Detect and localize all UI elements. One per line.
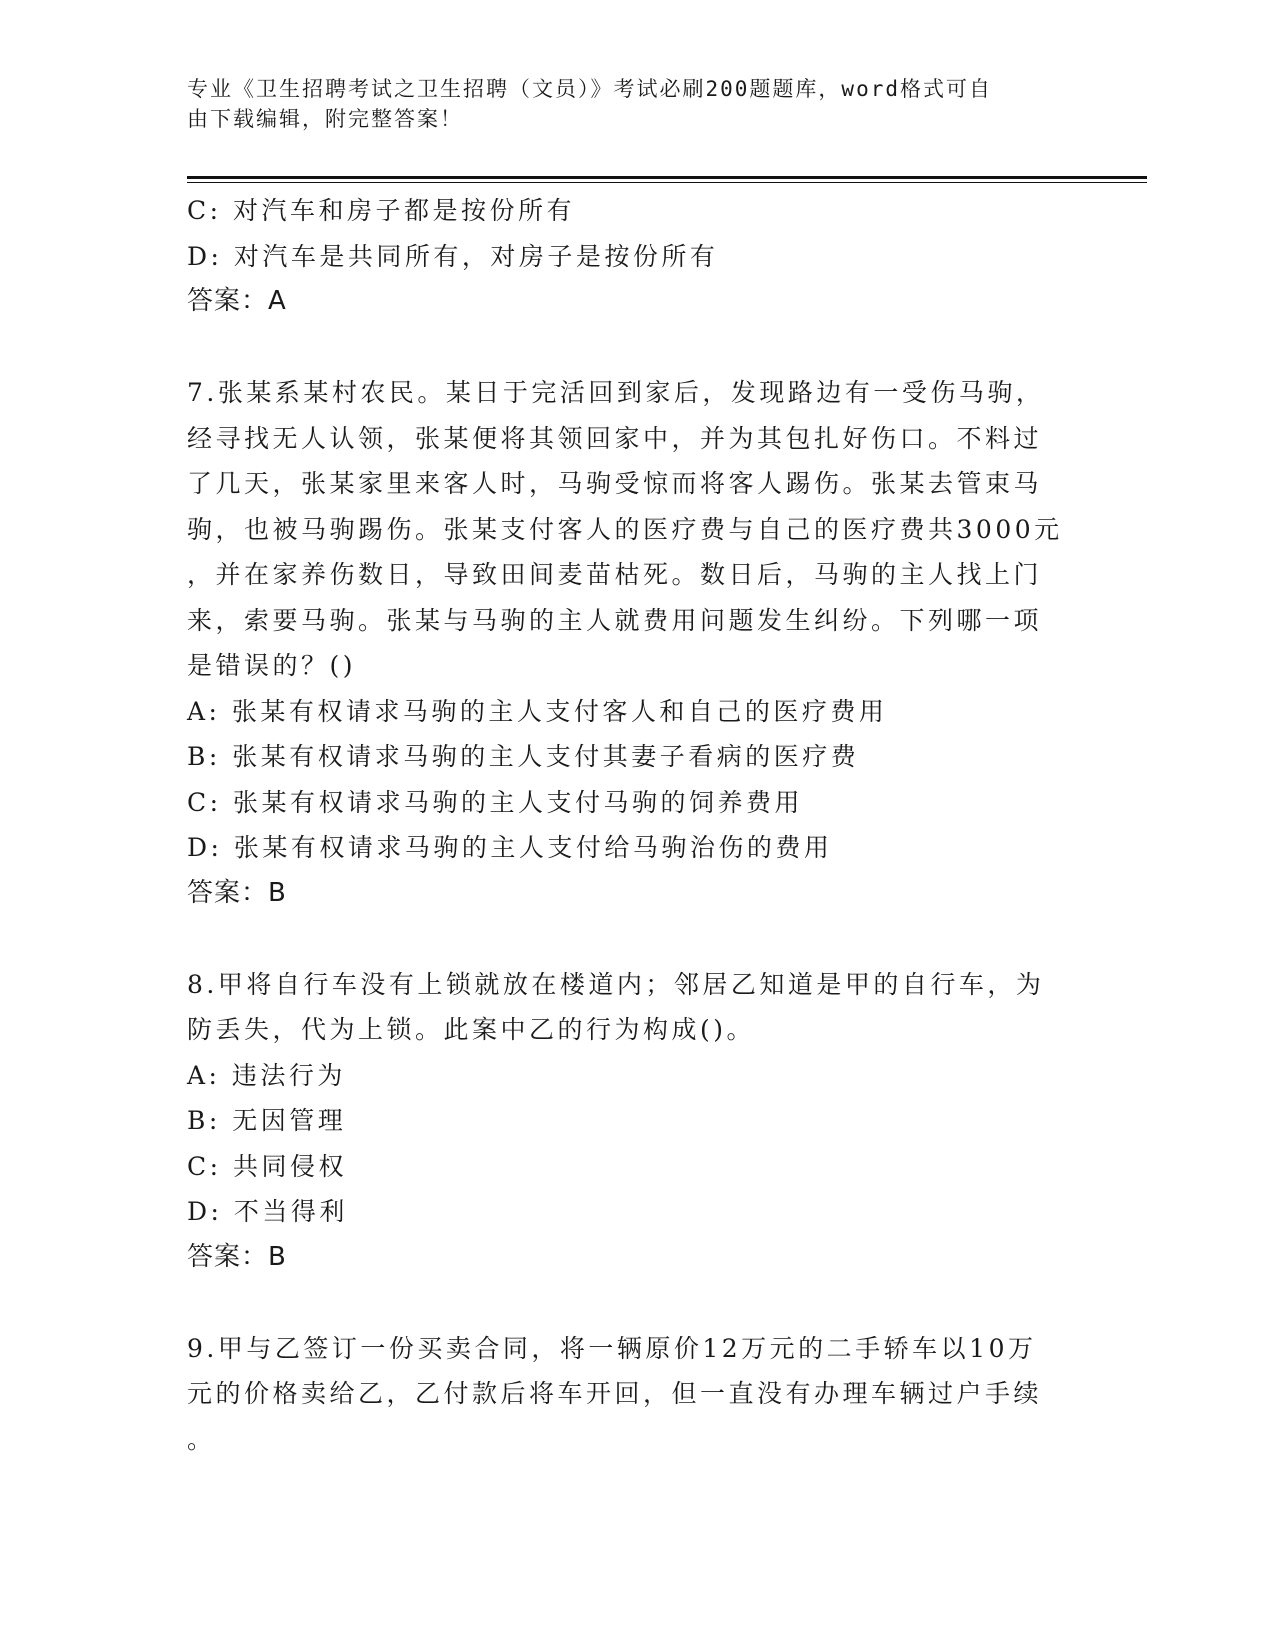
document-header [187, 74, 1067, 134]
question-7-text: 7.张某系某村农民。某日于完活回到家后，发现路边有一受伤马驹， [187, 378, 1045, 407]
spacer [187, 325, 1087, 371]
option-b: B: 张某有权请求马驹的主人支付其妻子看病的医疗费 [187, 742, 860, 771]
option-d: D: 不当得利 [187, 1197, 348, 1226]
header-divider-thick [187, 176, 1147, 179]
question-9-text: 9.甲与乙签订一份买卖合同，将一辆原价12万元的二手轿车以10万 [187, 1333, 1037, 1363]
question-9-text: 。 [187, 1424, 216, 1454]
option-c: C: 张某有权请求马驹的主人支付马驹的饲养费用 [187, 787, 803, 817]
option-d: D: 对汽车是共同所有，对房子是按份所有 [187, 241, 719, 271]
question-7-text: 驹，也被马驹踢伤。张某支付客人的医疗费与自己的医疗费共3000元 [187, 514, 1063, 544]
option-a: A: 张某有权请求马驹的主人支付客人和自己的医疗费用 [187, 696, 888, 726]
question-8-text: 防丢失，代为上锁。此案中乙的行为构成()。 [187, 1015, 756, 1044]
answer: 答案：B [187, 1241, 287, 1272]
header-divider-thin [187, 182, 1147, 183]
option-b: B: 无因管理 [187, 1106, 347, 1135]
answer: 答案：A [187, 286, 287, 316]
option-d: D: 张某有权请求马驹的主人支付给马驹治伤的费用 [187, 833, 833, 862]
spacer [187, 916, 1087, 962]
question-9-text: 元的价格卖给乙，乙付款后将车开回，但一直没有办理车辆过户手续 [187, 1379, 1043, 1408]
prev-question-block [187, 188, 1087, 325]
option-a: A: 违法行为 [187, 1060, 346, 1090]
document-body [187, 188, 1087, 1462]
question-7-text: 经寻找无人认领，张某便将其领回家中，并为其包扎好伤口。不料过 [187, 423, 1043, 453]
option-c: C: 共同侵权 [187, 1151, 347, 1181]
header-line-2: 由下载编辑，附完整答案！ [187, 107, 463, 131]
option-c: C: 对汽车和房子都是按份所有 [187, 196, 575, 225]
header-line-1: 专业《卫生招聘考试之卫生招聘（文员）》考试必刷200题题库，word格式可自 [187, 77, 992, 101]
question-7-text: 来，索要马驹。张某与马驹的主人就费用问题发生纠纷。下列哪一项 [187, 605, 1043, 635]
spacer [187, 1280, 1087, 1326]
question-7-text: 了几天，张某家里来客人时，马驹受惊而将客人踢伤。张某去管束马 [187, 469, 1043, 498]
question-7-text: 是错误的？() [187, 651, 357, 680]
question-7-text: ，并在家养伤数日，导致田间麦苗枯死。数日后，马驹的主人找上门 [187, 560, 1043, 589]
answer: 答案：B [187, 877, 287, 908]
question-9-block [187, 1326, 1087, 1463]
question-8-block [187, 962, 1087, 1281]
question-8-text: 8.甲将自行车没有上锁就放在楼道内；邻居乙知道是甲的自行车，为 [187, 969, 1045, 999]
question-7-block [187, 370, 1087, 916]
